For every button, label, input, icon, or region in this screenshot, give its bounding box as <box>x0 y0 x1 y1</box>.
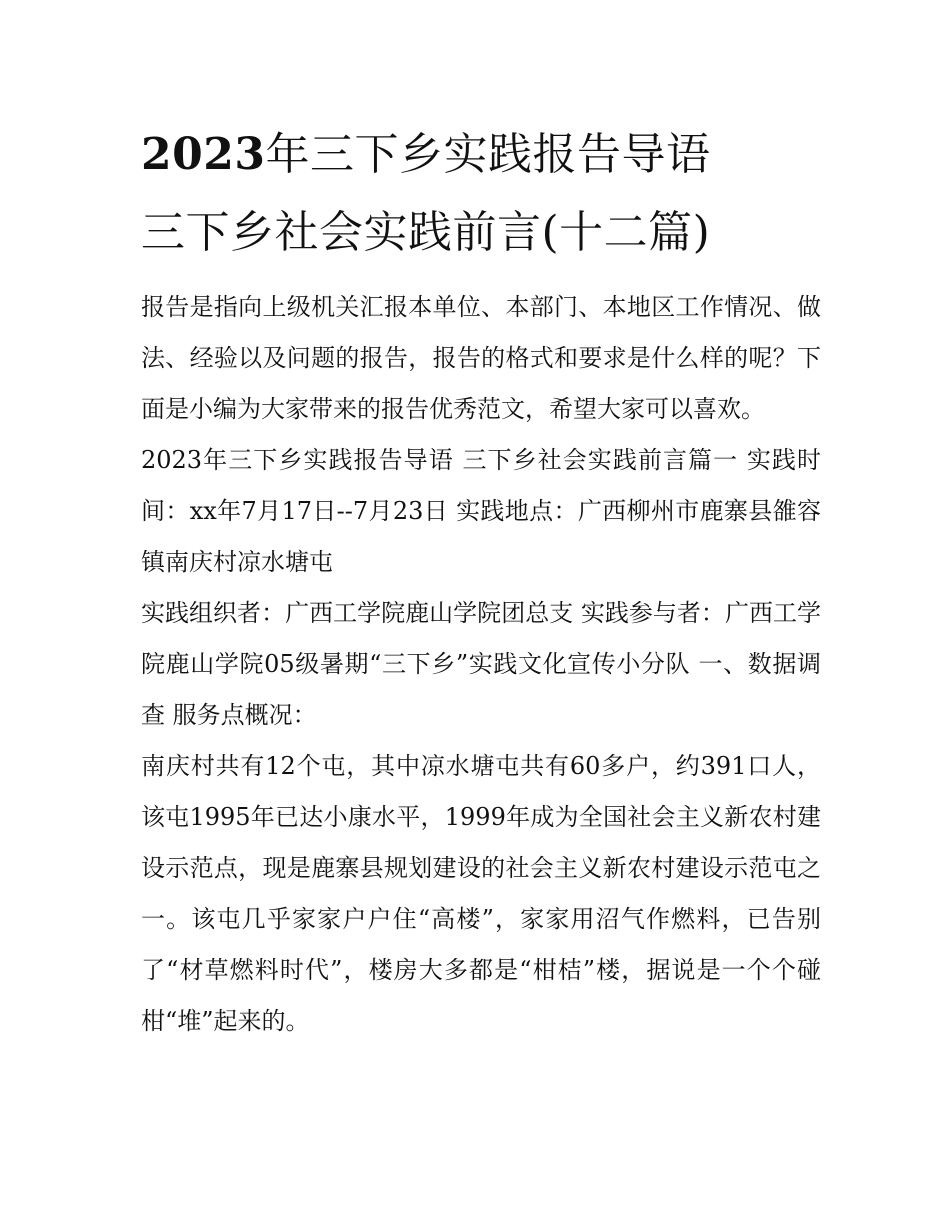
title-line-1 <box>141 116 821 194</box>
document-body <box>141 282 821 1047</box>
paragraph-organizers: 实践组织者：广西工学院鹿山学院团总支 实践参与者：广西工学院鹿山学院05级暑期“三下乡”实践文化宣传小分队 一、数据调查 服务点概况： <box>141 599 821 729</box>
document-title <box>141 116 821 272</box>
paragraph-village-overview: 南庆村共有12个屯，其中凉水塘屯共有60多户，约391口人，该屯1995年已达小康水平，1999年成为全国社会主义新农村建设示范点，现是鹿寨县规划建设的社会主义新农村建设示范屯之一。该屯几乎家家户户住“高楼”，家家用沼气作燃料，已告别了“材草燃料时代”，楼房大多都是“柑桔”楼，据说是一个个碰柑“堆”起来的。 <box>141 752 821 1035</box>
title-line-2: 三下乡社会实践前言(十二篇) <box>141 207 711 258</box>
title-line-1-text: 年三下乡实践报告导语 <box>265 129 711 180</box>
title-year: 2023 <box>141 129 266 180</box>
document-content <box>141 116 821 1047</box>
paragraph-practice-time-place: 2023年三下乡实践报告导语 三下乡社会实践前言篇一 实践时间：xx年7月17日--7月23日 实践地点：广西柳州市鹿寨县雒容镇南庆村凉水塘屯 <box>141 446 821 576</box>
paragraph-intro: 报告是指向上级机关汇报本单位、本部门、本地区工作情况、做法、经验以及问题的报告，报告的格式和要求是什么样的呢？下面是小编为大家带来的报告优秀范文，希望大家可以喜欢。 <box>141 293 821 423</box>
